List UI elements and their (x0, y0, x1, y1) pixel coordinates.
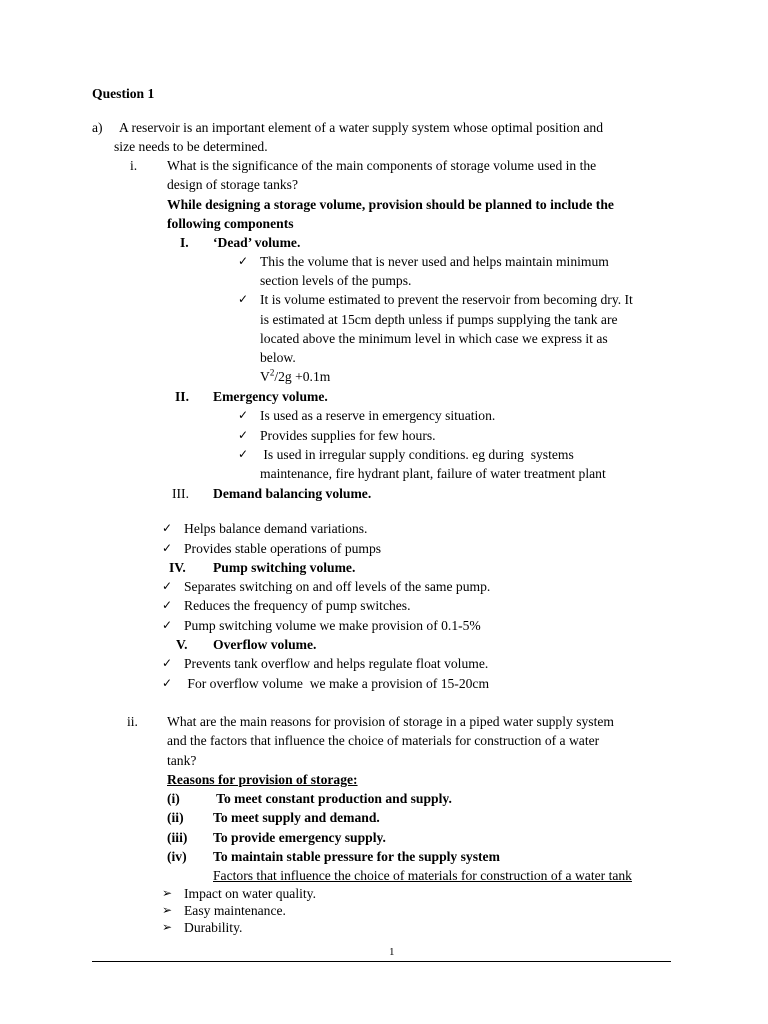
check-icon: ✓ (162, 676, 173, 690)
reason-text: To meet supply and demand. (213, 810, 380, 825)
pump-volume-title: Pump switching volume. (213, 560, 356, 575)
emergency-bullet3-line2: maintenance, fire hydrant plant, failure of water treatment plant (260, 466, 606, 481)
check-icon: ✓ (162, 598, 173, 612)
arrow-bullet-icon: ➢ (162, 920, 173, 934)
reason-text: To meet constant production and supply. (213, 791, 452, 806)
sub-i-intro-line1: While designing a storage volume, provision should be planned to include the (167, 197, 614, 212)
formula-v: V (260, 369, 270, 384)
overflow-bullet1: Prevents tank overflow and helps regulate float volume. (184, 656, 489, 671)
sub-ii-label: ii. (127, 714, 138, 729)
check-icon: ✓ (238, 428, 249, 442)
part-a-line1: A reservoir is an important element of a water supply system whose optimal position and (119, 120, 603, 135)
check-icon: ✓ (162, 656, 173, 670)
dead-bullet1-line2: section levels of the pumps. (260, 273, 412, 288)
overflow-volume-title: Overflow volume. (213, 637, 317, 652)
check-icon: ✓ (238, 292, 249, 306)
part-a-label: a) (92, 120, 103, 135)
reason-text: To maintain stable pressure for the supply system (213, 849, 500, 864)
reason-number: (iv) (167, 849, 187, 864)
sub-i-question-line1: What is the significance of the main components of storage volume used in the (167, 158, 597, 173)
reason-text: To provide emergency supply. (213, 830, 386, 845)
sub-i-label: i. (130, 158, 138, 173)
arrow-bullet-icon: ➢ (162, 903, 173, 917)
emergency-bullet2: Provides supplies for few hours. (260, 428, 436, 443)
emergency-bullet1: Is used as a reserve in emergency situation. (260, 408, 496, 423)
formula-rest: /2g +0.1m (274, 369, 331, 384)
sub-ii-question-line2: and the factors that influence the choice of materials for construction of a water (167, 733, 600, 748)
reason-number: (iii) (167, 830, 188, 845)
dead-volume-title: ‘Dead’ volume. (213, 235, 301, 250)
check-icon: ✓ (162, 579, 173, 593)
reason-number: (ii) (167, 810, 184, 825)
sub-i-question-line2: design of storage tanks? (167, 177, 298, 192)
dead-bullet2-line2: is estimated at 15cm depth unless if pumps supplying the tank are (260, 312, 618, 327)
pump-bullet2: Reduces the frequency of pump switches. (184, 598, 411, 613)
overflow-bullet2: For overflow volume we make a provision of 15-20cm (184, 676, 490, 691)
dead-volume-number: I. (180, 235, 189, 250)
dead-bullet2-line3: located above the minimum level in which case we express it as (260, 331, 608, 346)
factor-item: Durability. (184, 920, 243, 935)
dead-bullet2-line4: below. (260, 350, 296, 365)
emergency-volume-number: II. (175, 389, 189, 404)
demand-bullet1: Helps balance demand variations. (184, 521, 368, 536)
dead-volume-formula (260, 367, 330, 386)
question-title: Question 1 (92, 86, 155, 101)
pump-volume-number: IV. (169, 560, 186, 575)
check-icon: ✓ (162, 521, 173, 535)
sub-i-intro-line2: following components (167, 216, 294, 231)
formula-superscript: 2 (269, 367, 275, 378)
check-icon: ✓ (162, 618, 173, 632)
arrow-bullet-icon: ➢ (162, 886, 173, 900)
pump-bullet1: Separates switching on and off levels of the same pump. (184, 579, 491, 594)
demand-bullet2: Provides stable operations of pumps (184, 541, 382, 556)
check-icon: ✓ (238, 408, 249, 422)
factor-item: Easy maintenance. (184, 903, 286, 918)
emergency-volume-title: Emergency volume. (213, 389, 328, 404)
sub-ii-question-line1: What are the main reasons for provision of storage in a piped water supply system (167, 714, 614, 729)
overflow-volume-number: V. (176, 637, 188, 652)
check-icon: ✓ (238, 447, 249, 461)
reasons-heading: Reasons for provision of storage: (167, 772, 358, 787)
sub-ii-question-line3: tank? (167, 753, 197, 768)
check-icon: ✓ (162, 541, 173, 555)
part-a-line2: size needs to be determined. (114, 139, 268, 154)
dead-bullet2-line1: It is volume estimated to prevent the reservoir from becoming dry. It (260, 292, 633, 307)
emergency-bullet3-line1: Is used in irregular supply conditions. eg during systems (260, 447, 574, 462)
demand-volume-title: Demand balancing volume. (213, 486, 372, 501)
pump-bullet3: Pump switching volume we make provision of 0.1-5% (184, 618, 481, 633)
factors-heading: Factors that influence the choice of materials for construction of a water tank (213, 868, 632, 883)
dead-bullet1-line1: This the volume that is never used and helps maintain minimum (260, 254, 609, 269)
factor-item: Impact on water quality. (184, 886, 316, 901)
footer-rule (92, 961, 671, 962)
demand-volume-number: III. (172, 486, 189, 501)
check-icon: ✓ (238, 254, 249, 268)
reason-number: (i) (167, 791, 180, 806)
page-number: 1 (389, 946, 395, 958)
